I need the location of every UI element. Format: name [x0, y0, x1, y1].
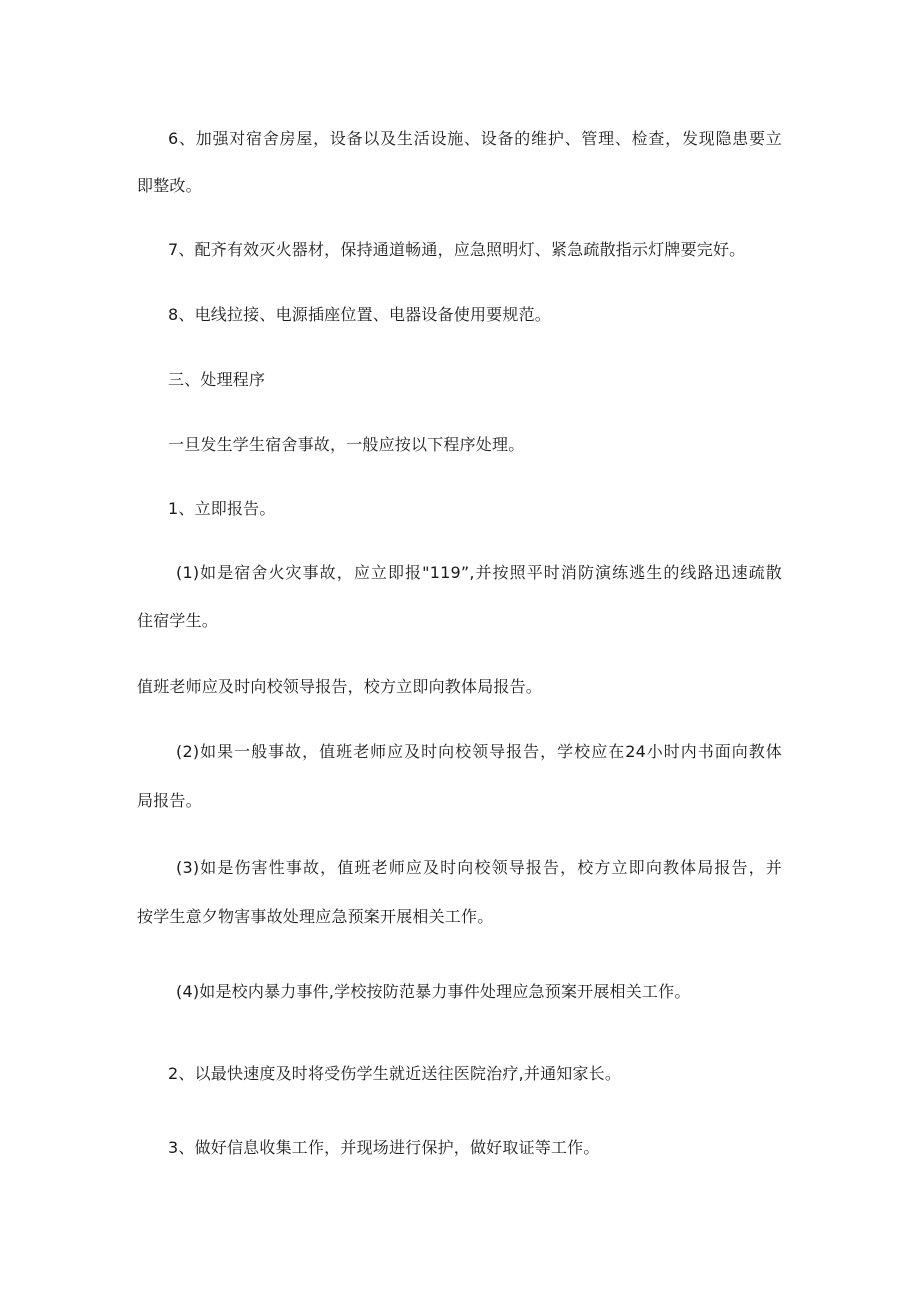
sub-1-continuation: 值班老师应及时向校领导报告，校方立即向教体局报告。 — [137, 677, 543, 696]
step-3: 3、做好信息收集工作，并现场进行保护，做好取证等工作。 — [168, 1138, 600, 1157]
sub-3-line-1: (3)如是伤害性事故，值班老师应及时向校领导报告，校方立即向教体局报告，并 — [176, 858, 782, 877]
sub-3-line-2: 按学生意夕物害事故处理应急预案开展相关工作。 — [137, 907, 494, 926]
section-3-heading: 三、处理程序 — [168, 370, 266, 389]
procedure-intro: 一旦发生学生宿舍事故，一般应按以下程序处理。 — [168, 435, 525, 454]
sub-1-line-1: (1)如是宿舍火灾事故，应立即报"119”,并按照平时消防演练逃生的线路迅速疏散 — [176, 563, 782, 582]
sub-4: (4)如是校内暴力事件,学校按防范暴力事件处理应急预案开展相关工作。 — [176, 982, 691, 1001]
step-1: 1、立即报告。 — [168, 499, 276, 518]
sub-1-line-2: 住宿学生。 — [137, 611, 219, 630]
item-6-line-2: 即整改。 — [137, 176, 202, 195]
item-8: 8、电线拉接、电源插座位置、电器设备使用要规范。 — [168, 305, 551, 324]
step-2: 2、以最快速度及时将受伤学生就近送往医院治疗,并通知家长。 — [168, 1064, 622, 1083]
sub-2-line-1: (2)如果一般事故，值班老师应及时向校领导报告，学校应在24小时内书面向教体 — [176, 742, 782, 761]
sub-2-line-2: 局报告。 — [137, 791, 202, 810]
item-6-line-1: 6、加强对宿舍房屋，设备以及生活设施、设备的维护、管理、检查，发现隐患要立 — [168, 129, 782, 148]
item-7: 7、配齐有效灭火器材，保持通道畅通，应急照明灯、紧急疏散指示灯牌要完好。 — [168, 240, 746, 259]
